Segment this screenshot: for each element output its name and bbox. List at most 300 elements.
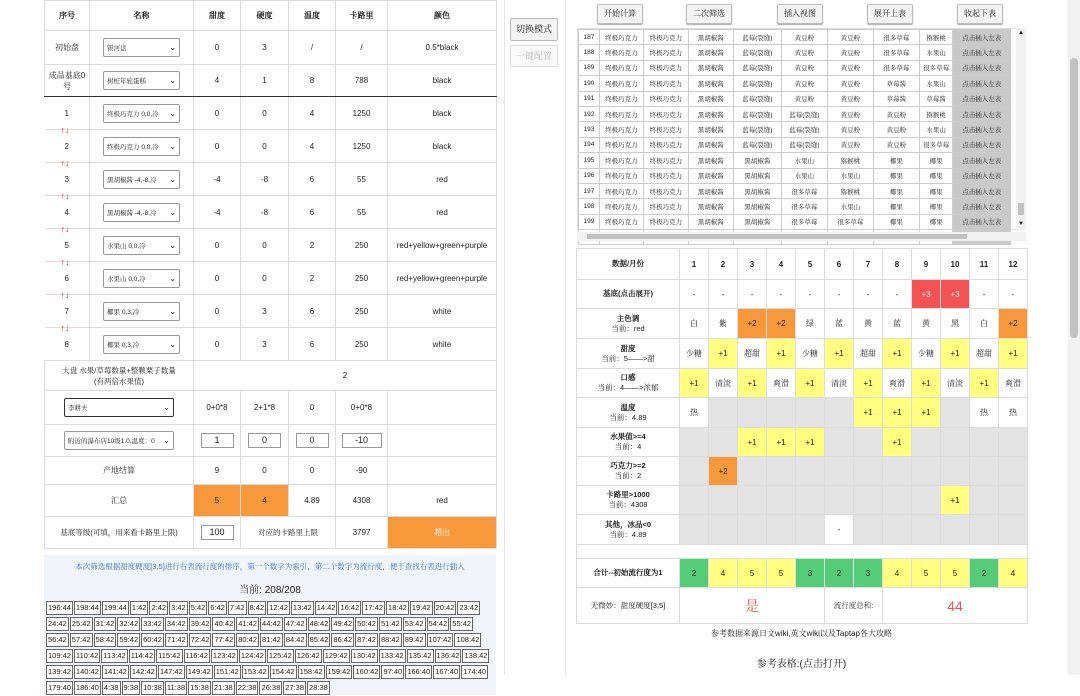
popularity-tag[interactable]: 167:40 bbox=[433, 665, 460, 679]
helper-select[interactable] bbox=[64, 398, 174, 417]
expand-table-button[interactable]: 展开上表 bbox=[867, 4, 913, 24]
popularity-tag[interactable]: 199:44 bbox=[102, 601, 129, 615]
ingredient-select-cell bbox=[90, 65, 194, 97]
second-filter-button[interactable]: 二次筛选 bbox=[686, 4, 732, 24]
recipe-ingredient: 终极巧克力 bbox=[599, 199, 643, 214]
criteria-name: 水果值>=4 bbox=[610, 432, 646, 441]
origin-row bbox=[45, 457, 497, 485]
place-select-cell bbox=[45, 425, 194, 457]
recipe-ingredient: 猕猴桃 bbox=[919, 106, 952, 121]
hard-value: 3 bbox=[241, 295, 289, 328]
hard-value: 3 bbox=[241, 31, 289, 65]
recipe-ingredient: 终极巧克力 bbox=[643, 199, 688, 214]
popularity-tag[interactable]: 89:42 bbox=[403, 633, 426, 647]
popularity-tag[interactable]: 140:42 bbox=[74, 665, 101, 679]
select-option: -4,-8,冷 bbox=[134, 176, 157, 184]
hard-value: 0 bbox=[241, 457, 289, 485]
switch-mode-button[interactable]: 切换模式 bbox=[510, 18, 558, 41]
popularity-tag[interactable]: 59:42 bbox=[117, 633, 140, 647]
month-cell: +1 bbox=[796, 369, 825, 398]
insert-left-button[interactable]: 点击插入左表 bbox=[953, 91, 1011, 106]
month-cell bbox=[738, 457, 767, 486]
fruit-value: 2 bbox=[194, 361, 497, 391]
month-cell bbox=[999, 457, 1028, 486]
month-cell: 白 bbox=[970, 309, 999, 339]
popularity-tag[interactable]: 85:42 bbox=[308, 633, 331, 647]
popularity-tag[interactable]: 13:42 bbox=[291, 601, 314, 615]
month-cell: 超甜 bbox=[854, 339, 883, 369]
popularity-tag[interactable]: 40:42 bbox=[212, 617, 235, 631]
recipe-row bbox=[579, 183, 1011, 198]
total-hard: 4 bbox=[241, 485, 289, 517]
month-cell: - bbox=[825, 515, 854, 545]
month-header: 10 bbox=[941, 249, 970, 280]
popularity-tag[interactable]: 50:42 bbox=[355, 617, 378, 631]
popularity-tag[interactable]: 160:42 bbox=[353, 665, 380, 679]
level-input-cell bbox=[194, 517, 241, 549]
recipe-ingredient: 终极巧克力 bbox=[643, 60, 688, 75]
recipe-ingredient: 椰果 bbox=[919, 214, 952, 229]
temp-value: 6 bbox=[289, 163, 336, 196]
popularity-tag[interactable]: 7:42 bbox=[228, 601, 247, 615]
recipe-ingredient: 很多草莓 bbox=[781, 199, 827, 214]
month-cell: +2 bbox=[738, 309, 767, 339]
select-value bbox=[107, 175, 156, 184]
hard-value: 0 bbox=[241, 97, 289, 130]
popularity-tag[interactable]: 139:42 bbox=[46, 665, 73, 679]
popularity-tag[interactable]: 6:42 bbox=[208, 601, 227, 615]
select-option: -4,-8,冷 bbox=[134, 209, 157, 217]
index-number: 6 bbox=[64, 273, 69, 283]
popularity-tag[interactable]: 44:42 bbox=[260, 617, 283, 631]
base-expand-label[interactable] bbox=[577, 280, 680, 309]
ingredient-select[interactable] bbox=[103, 38, 180, 57]
month-header: 8 bbox=[883, 249, 912, 280]
swap-arrows-icon[interactable]: ↑↓ bbox=[60, 290, 70, 300]
swap-arrows-icon[interactable]: ↑↓ bbox=[60, 125, 70, 135]
criteria-name: 口感 bbox=[620, 373, 636, 382]
popularity-tag[interactable]: 58:42 bbox=[94, 633, 117, 647]
popularity-tag[interactable]: 5:42 bbox=[189, 601, 208, 615]
month-cell bbox=[883, 515, 912, 545]
popularity-tag[interactable]: 24:42 bbox=[46, 617, 69, 631]
criteria-name: 甜度 bbox=[620, 343, 636, 353]
select-value: 李耕夫 bbox=[68, 405, 88, 412]
month-cell bbox=[854, 486, 883, 515]
ingredient-select[interactable] bbox=[103, 269, 180, 288]
month-cell bbox=[825, 428, 854, 457]
recipe-row bbox=[579, 30, 1011, 45]
index-number: 2 bbox=[64, 141, 69, 151]
recipe-ingredient: 黑胡椒酱 bbox=[688, 60, 733, 75]
color-value: black bbox=[388, 130, 497, 163]
popularity-tag[interactable]: 57:42 bbox=[70, 633, 93, 647]
chevron-down-icon: ⌄ bbox=[169, 108, 176, 118]
temp-value: 0 bbox=[289, 391, 336, 425]
recipe-ingredient: 终极巧克力 bbox=[599, 60, 643, 75]
recipe-ingredient: 黑胡椒酱 bbox=[733, 199, 781, 214]
recipe-ingredient: 黑胡椒酱 bbox=[688, 91, 733, 106]
temp-value: 6 bbox=[289, 196, 336, 229]
popularity-tag[interactable]: 124:42 bbox=[239, 649, 266, 663]
hscroll-thumb[interactable] bbox=[587, 234, 967, 239]
popularity-tag[interactable]: 115:42 bbox=[156, 649, 182, 663]
column-header: 温度 bbox=[289, 1, 336, 31]
recipe-ingredient: 蓝莓(裂缝) bbox=[781, 122, 827, 137]
popularity-tag[interactable]: 87:42 bbox=[355, 633, 378, 647]
total-calorie: 4308 bbox=[336, 485, 388, 517]
recipe-ingredient: 黄豆粉 bbox=[873, 106, 919, 121]
criteria-label bbox=[577, 369, 680, 398]
popularity-tag[interactable]: 12:42 bbox=[267, 601, 290, 615]
popularity-tag[interactable]: 55:42 bbox=[450, 617, 473, 631]
select-text: 终极巧克力 bbox=[107, 110, 140, 118]
insert-left-button[interactable]: 点击插入左表 bbox=[953, 45, 1011, 60]
select-option: 0,0,冷 bbox=[128, 242, 146, 250]
popularity-tag[interactable]: 47:42 bbox=[284, 617, 307, 631]
month-cell: 爽滑 bbox=[999, 369, 1028, 398]
hard-value: -8 bbox=[241, 163, 289, 196]
place-select[interactable] bbox=[64, 431, 174, 450]
insert-left-button[interactable]: 点击插入左表 bbox=[953, 137, 1011, 152]
month-cell bbox=[941, 515, 970, 545]
temp-input[interactable]: 0 bbox=[296, 433, 329, 448]
popularity-tag[interactable]: 125:42 bbox=[267, 649, 294, 663]
popularity-tag[interactable]: 56:42 bbox=[46, 633, 69, 647]
month-cell bbox=[825, 486, 854, 515]
ingredient-select-cell bbox=[90, 328, 194, 361]
popularity-tag[interactable]: 86:42 bbox=[331, 633, 354, 647]
recipe-ingredient: 蓝莓(裂缝) bbox=[781, 106, 827, 121]
recipe-ingredient: 黄豆粉 bbox=[827, 60, 873, 75]
popularity-tag[interactable]: 20:42 bbox=[434, 601, 457, 615]
index-number: 4 bbox=[64, 207, 69, 217]
one-key-config-button[interactable]: 一键配置 bbox=[510, 45, 558, 67]
popularity-tag[interactable]: 2:42 bbox=[149, 601, 168, 615]
insert-left-button[interactable]: 点击插入左表 bbox=[953, 168, 1011, 183]
swap-arrows-icon[interactable]: ↑↓ bbox=[60, 257, 70, 267]
month-cell: 紫 bbox=[709, 309, 738, 339]
ingredient-select[interactable] bbox=[103, 335, 180, 354]
popularity-tag[interactable]: 113:42 bbox=[101, 649, 127, 663]
scroll-up-icon[interactable]: ▲ bbox=[1018, 30, 1024, 36]
month-cell: 蓝 bbox=[825, 309, 854, 339]
popularity-tag[interactable]: 14:42 bbox=[315, 601, 338, 615]
insert-left-button[interactable]: 点击插入左表 bbox=[953, 60, 1011, 75]
select-value bbox=[107, 76, 146, 85]
popularity-tag[interactable]: 53:42 bbox=[403, 617, 426, 631]
popularity-tag[interactable]: 60:42 bbox=[141, 633, 164, 647]
row-index bbox=[45, 97, 90, 135]
insert-left-button[interactable]: 点击插入左表 bbox=[953, 199, 1011, 214]
recipe-ingredient: 黑胡椒酱 bbox=[688, 76, 733, 91]
popularity-tag[interactable]: 123:42 bbox=[211, 649, 238, 663]
sum-cell: 5 bbox=[912, 559, 941, 588]
popularity-tag[interactable]: 1:42 bbox=[130, 601, 149, 615]
popularity-tag[interactable]: 81:42 bbox=[260, 633, 283, 647]
month-cell bbox=[709, 428, 738, 457]
recipe-index: 187 bbox=[579, 30, 600, 45]
month-cell bbox=[767, 398, 796, 428]
popularity-tag[interactable]: 133:42 bbox=[379, 649, 406, 663]
swap-arrows-icon[interactable]: ↑↓ bbox=[60, 158, 70, 168]
popularity-tag[interactable]: 142:42 bbox=[130, 665, 157, 679]
popularity-tag[interactable]: 174:40 bbox=[461, 665, 488, 679]
recipe-ingredient: 蓝莓(裂缝) bbox=[733, 76, 781, 91]
popularity-tag[interactable]: 138:42 bbox=[462, 649, 489, 663]
month-cell bbox=[709, 398, 738, 428]
level-label: 基底等级(可填，用来看卡路里上限) bbox=[45, 517, 194, 549]
month-cell bbox=[680, 486, 709, 515]
popularity-tag[interactable]: 179:40 bbox=[46, 681, 73, 695]
swap-arrows-icon[interactable]: ↑↓ bbox=[60, 224, 70, 234]
criteria-current: 当前：4308 bbox=[608, 500, 648, 509]
month-cell: +1 bbox=[825, 339, 854, 369]
start-calc-button[interactable]: 开始计算 bbox=[597, 4, 643, 24]
popularity-tag[interactable]: 129:42 bbox=[323, 649, 350, 663]
criteria-label bbox=[577, 457, 680, 486]
recipe-ingredient: 椰果 bbox=[919, 199, 952, 214]
popularity-tag[interactable]: 159:42 bbox=[326, 665, 353, 679]
month-cell: - bbox=[854, 280, 883, 309]
sweet-value: 0+0*8 bbox=[194, 391, 241, 425]
recipe-ingredient: 椰果 bbox=[919, 153, 952, 168]
month-cell bbox=[854, 428, 883, 457]
scroll-down-icon[interactable]: ▼ bbox=[1018, 221, 1024, 227]
recipe-ingredient: 黄豆粉 bbox=[781, 30, 827, 45]
popularity-tag[interactable]: 126:42 bbox=[295, 649, 322, 663]
month-cell bbox=[680, 428, 709, 457]
popularity-tag[interactable]: 136:42 bbox=[435, 649, 462, 663]
recipe-ingredient: 黄豆粉 bbox=[827, 91, 873, 106]
recipe-ingredient: 黄豆粉 bbox=[827, 137, 873, 152]
insert-left-button[interactable]: 点击插入左表 bbox=[953, 183, 1011, 198]
ingredient-select[interactable] bbox=[103, 302, 180, 321]
popularity-tag[interactable]: 158:42 bbox=[298, 665, 325, 679]
recipe-ingredient: 终极巧克力 bbox=[643, 91, 688, 106]
popularity-tag[interactable]: 151:42 bbox=[214, 665, 241, 679]
popularity-tag[interactable]: 19:42 bbox=[410, 601, 433, 615]
color-value: white bbox=[388, 295, 497, 328]
ingredient-select[interactable] bbox=[103, 104, 180, 123]
collapse-table-button[interactable]: 收起下表 bbox=[957, 4, 1003, 24]
recipe-scrollbar[interactable] bbox=[1016, 28, 1026, 230]
month-cell: - bbox=[883, 280, 912, 309]
month-cell: +3 bbox=[941, 280, 970, 309]
sweet-value: -4 bbox=[194, 163, 241, 196]
ingredient-select[interactable] bbox=[103, 71, 180, 90]
popularity-tag[interactable]: 41:42 bbox=[236, 617, 259, 631]
popularity-tag[interactable]: 8:42 bbox=[248, 601, 267, 615]
chevron-down-icon: ⌄ bbox=[163, 403, 170, 412]
recipe-hscrollbar[interactable] bbox=[577, 232, 1026, 241]
popularity-tag[interactable]: 23:42 bbox=[457, 601, 480, 615]
page-scrollbar[interactable] bbox=[1068, 0, 1080, 675]
recipe-ingredient: 椰果 bbox=[919, 168, 952, 183]
popularity-tag[interactable]: 166:40 bbox=[405, 665, 432, 679]
popularity-tag[interactable]: 48:42 bbox=[308, 617, 331, 631]
swap-arrows-icon[interactable]: ↑↓ bbox=[60, 323, 70, 333]
popularity-tag[interactable]: 32:42 bbox=[117, 617, 140, 631]
insert-left-button[interactable]: 点击插入左表 bbox=[953, 76, 1011, 91]
sum-cell: 2 bbox=[680, 559, 709, 588]
popularity-tag[interactable]: 110:42 bbox=[74, 649, 100, 663]
popularity-tag[interactable]: 149:42 bbox=[186, 665, 213, 679]
popularity-tag[interactable]: 198:44 bbox=[74, 601, 101, 615]
popularity-tag[interactable]: 72:42 bbox=[189, 633, 212, 647]
popularity-tag[interactable]: 147:42 bbox=[158, 665, 185, 679]
popularity-tag[interactable]: 22:38 bbox=[236, 681, 259, 695]
chevron-down-icon: ⌄ bbox=[169, 240, 176, 250]
ingredient-select-cell bbox=[90, 31, 194, 65]
popularity-tag[interactable]: 114:42 bbox=[129, 649, 155, 663]
popularity-tag[interactable]: 31:42 bbox=[94, 617, 117, 631]
recipe-ingredient: 黄豆粉 bbox=[827, 106, 873, 121]
popularity-tag[interactable]: 11:38 bbox=[165, 681, 187, 695]
popularity-tag[interactable]: 25:42 bbox=[70, 617, 93, 631]
popularity-tag[interactable]: 107:42 bbox=[427, 633, 454, 647]
popularity-tag[interactable]: 116:42 bbox=[184, 649, 210, 663]
total-row bbox=[45, 485, 497, 517]
select-text: 水果山 bbox=[107, 275, 127, 283]
select-text: 树桩年轮蛋糕 bbox=[107, 78, 146, 85]
insert-left-button[interactable]: 点击插入左表 bbox=[953, 214, 1011, 229]
popularity-tag[interactable]: 9:38 bbox=[122, 681, 141, 695]
column-header: 甜度 bbox=[194, 1, 241, 31]
recipe-ingredient: 黑胡椒酱 bbox=[733, 214, 781, 229]
popularity-tag[interactable]: 18:42 bbox=[386, 601, 409, 615]
criteria-label bbox=[577, 339, 680, 369]
popularity-tag[interactable]: 108:42 bbox=[454, 633, 481, 647]
column-header: 硬度 bbox=[241, 1, 289, 31]
popularity-tag[interactable]: 80:42 bbox=[236, 633, 259, 647]
page-scroll-thumb[interactable] bbox=[1070, 58, 1078, 338]
color-value: red bbox=[388, 163, 497, 196]
ingredient-select[interactable] bbox=[103, 236, 180, 255]
popularity-tag[interactable]: 109:42 bbox=[46, 649, 73, 663]
popularity-tag[interactable]: 135:42 bbox=[407, 649, 434, 663]
recipe-ingredient: 很多草莓 bbox=[873, 45, 919, 60]
month-cell: 清淡 bbox=[709, 369, 738, 398]
scroll-thumb[interactable] bbox=[1018, 203, 1024, 215]
recipe-ingredient: 终极巧克力 bbox=[599, 76, 643, 91]
insert-left-button[interactable]: 点击插入左表 bbox=[953, 30, 1011, 45]
popularity-tag[interactable]: 186:40 bbox=[74, 681, 101, 695]
popularity-tag[interactable]: 39:42 bbox=[189, 617, 212, 631]
recipe-ingredient: 椰果 bbox=[873, 153, 919, 168]
criteria-name: 巧克力>=2 bbox=[610, 461, 646, 470]
popularity-tag[interactable]: 54:42 bbox=[427, 617, 450, 631]
recipe-ingredient: 猕猴桃 bbox=[827, 153, 873, 168]
insert-view-button[interactable]: 插入视图 bbox=[777, 4, 823, 24]
select-option: 0,0,冷 bbox=[141, 143, 159, 151]
popularity-tag[interactable]: 71:42 bbox=[165, 633, 188, 647]
month-header: 4 bbox=[767, 249, 796, 280]
calendar-row bbox=[577, 339, 1028, 369]
recipe-ingredient: 终极巧克力 bbox=[643, 45, 688, 60]
ingredient-select[interactable] bbox=[103, 203, 180, 222]
popularity-tag[interactable]: 10:38 bbox=[141, 681, 164, 695]
chevron-down-icon: ⌄ bbox=[169, 141, 176, 151]
popularity-tag[interactable]: 16:42 bbox=[338, 601, 361, 615]
level-input[interactable]: 100 bbox=[201, 525, 234, 540]
insert-left-button[interactable]: 点击插入左表 bbox=[953, 153, 1011, 168]
sweet-value: 0 bbox=[194, 295, 241, 328]
popularity-tag[interactable]: 77:42 bbox=[212, 633, 235, 647]
month-cell: +1 bbox=[854, 369, 883, 398]
popularity-tag[interactable]: 84:42 bbox=[284, 633, 307, 647]
recipe-ingredient: 椰果 bbox=[873, 199, 919, 214]
popularity-tag[interactable]: 28:38 bbox=[307, 681, 330, 695]
popularity-tag[interactable]: 17:42 bbox=[362, 601, 385, 615]
month-cell: +1 bbox=[999, 339, 1028, 369]
row-index: 成品基底0号 bbox=[45, 65, 90, 97]
popularity-tag[interactable]: 196:44 bbox=[46, 601, 73, 615]
swap-arrows-icon[interactable]: ↑↓ bbox=[60, 191, 70, 201]
temp-value: / bbox=[289, 31, 336, 65]
month-cell bbox=[796, 486, 825, 515]
popularity-tag[interactable]: 51:42 bbox=[379, 617, 402, 631]
popularity-tag[interactable]: 27:38 bbox=[283, 681, 306, 695]
popularity-tag[interactable]: 153:42 bbox=[242, 665, 269, 679]
month-cell bbox=[999, 428, 1028, 457]
recipe-ingredient: 终极巧克力 bbox=[599, 214, 643, 229]
popularity-tag[interactable]: 130:42 bbox=[351, 649, 378, 663]
calorie-input-cell bbox=[336, 425, 388, 457]
recipe-ingredient: 水果山 bbox=[827, 168, 873, 183]
reference-link[interactable]: 参考表格:(点击打开) bbox=[756, 659, 847, 670]
insert-left-button[interactable]: 点击插入左表 bbox=[953, 122, 1011, 137]
recipe-ingredient: 黄豆粉 bbox=[827, 122, 873, 137]
recipe-ingredient: 很多草莓 bbox=[827, 214, 873, 229]
calendar-row bbox=[577, 428, 1028, 457]
month-cell bbox=[767, 515, 796, 545]
popularity-tag[interactable]: 4:38 bbox=[102, 681, 121, 695]
row-index: 初始盘 bbox=[45, 31, 90, 65]
calendar-header bbox=[577, 249, 1028, 280]
ingredient-select[interactable] bbox=[103, 137, 180, 156]
popularity-tag[interactable]: 97:40 bbox=[381, 665, 404, 679]
popularity-tag[interactable]: 34:42 bbox=[165, 617, 188, 631]
ingredient-row bbox=[45, 97, 497, 130]
recipe-ingredient: 终极巧克力 bbox=[643, 168, 688, 183]
hard-input[interactable]: 0 bbox=[248, 433, 281, 448]
month-cell bbox=[999, 486, 1028, 515]
popularity-tag[interactable]: 154:42 bbox=[270, 665, 297, 679]
calorie-input[interactable]: -10 bbox=[342, 433, 382, 448]
insert-left-button[interactable]: 点击插入左表 bbox=[953, 106, 1011, 121]
month-cell: +2 bbox=[999, 309, 1028, 339]
color-value: red bbox=[388, 196, 497, 229]
recipe-index: 190 bbox=[579, 76, 600, 91]
helper-row bbox=[45, 391, 497, 425]
popularity-tag[interactable]: 88:42 bbox=[379, 633, 402, 647]
popularity-tag[interactable]: 21:38 bbox=[212, 681, 235, 695]
popularity-tag[interactable]: 15:38 bbox=[188, 681, 211, 695]
month-cell: 热 bbox=[970, 398, 999, 428]
ingredient-select[interactable] bbox=[103, 170, 180, 189]
sweet-input[interactable]: 1 bbox=[201, 433, 234, 448]
popularity-tag[interactable]: 49:42 bbox=[331, 617, 354, 631]
popularity-tag[interactable]: 3:42 bbox=[169, 601, 188, 615]
select-value bbox=[107, 307, 139, 316]
popularity-tag[interactable]: 26:38 bbox=[259, 681, 282, 695]
month-header: 5 bbox=[796, 249, 825, 280]
popularity-total: 44 bbox=[883, 588, 1028, 624]
calendar-row bbox=[577, 280, 1028, 309]
popularity-tag[interactable]: 141:42 bbox=[102, 665, 129, 679]
popularity-tag[interactable]: 33:42 bbox=[141, 617, 164, 631]
